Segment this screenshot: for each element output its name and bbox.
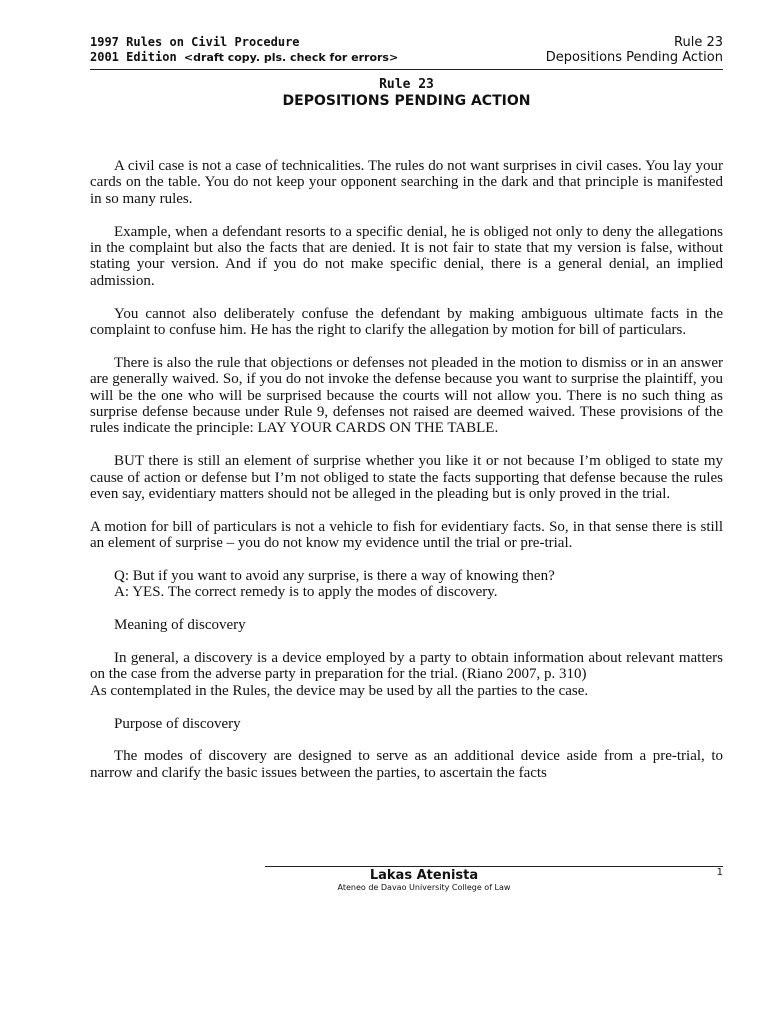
paragraph: In general, a discovery is a device employed by a party to obtain information about relevant matters on the case from the adverse party in preparation for the trial. (Riano 2007, p. 310) xyxy=(90,650,723,683)
header-right xyxy=(546,35,723,65)
section-heading: Purpose of discovery xyxy=(114,715,241,732)
header-left xyxy=(90,35,398,65)
header-book-title: 1997 Rules on Civil Procedure xyxy=(90,35,300,49)
paragraph: There is also the rule that objections or defenses not pleaded in the motion to dismiss or in an answer are generally waived. So, if you do not invoke the defense because you want to surprise the plaintiff, you will be the one who will be surprised because the courts will not allow you. There is no such thing as surprise defense because under Rule 9, defenses not raised are deemed waived. These provisions of the rules indicate the principle: LAY YOUR CARDS ON THE TABLE. xyxy=(90,354,723,437)
header-edition-label: 2001 Edition xyxy=(90,50,184,64)
paragraph: A civil case is not a case of technicalities. The rules do not want surprises in civil cases. You lay your cards on the table. You do not keep your opponent searching in the dark and that principle is manifested in so many rules. xyxy=(90,158,723,207)
header-draft-note: <draft copy. pls. check for errors> xyxy=(183,51,399,64)
header-edition xyxy=(90,50,398,65)
footer-subtitle: Ateneo de Davao University College of Law xyxy=(337,883,511,892)
header-rule-number: Rule 23 xyxy=(674,35,723,50)
paragraph: You cannot also deliberately confuse the defendant by making ambiguous ultimate facts in the complaint to confuse him. He has the right to clarify the allegation by motion for bill of particulars. xyxy=(90,305,723,339)
paragraph: BUT there is still an element of surprise whether you like it or not because I’m obliged to state my cause of action or defense but I’m not obliged to state the facts supporting that defense because the rules even say, evidentiary matters should not be alleged in the pleading but is only proved in the trial. xyxy=(90,453,723,503)
page-header xyxy=(90,35,723,70)
section-heading: Meaning of discovery xyxy=(114,617,246,634)
paragraph: A motion for bill of particulars is not a vehicle to fish for evidentiary facts. So, in that sense there is still an element of surprise – you do not know my evidence until the trial or pre-trial. xyxy=(90,518,723,552)
answer: A: YES. The correct remedy is to apply the modes of discovery. xyxy=(114,584,498,601)
rule-title-heading: DEPOSITIONS PENDING ACTION xyxy=(282,93,531,109)
paragraph: Example, when a defendant resorts to a specific denial, he is obliged not only to deny the allegations in the complaint but also the facts that are denied. It is not fair to state that my version is false, without stating your version. And if you do not make specific denial, there is a general denial, an implied admission. xyxy=(90,223,723,289)
page-footer xyxy=(265,866,723,892)
document-body xyxy=(90,158,723,798)
question: Q: But if you want to avoid any surprise, is there a way of knowing then? xyxy=(114,568,555,585)
paragraph: As contemplated in the Rules, the device may be used by all the parties to the case. xyxy=(90,682,589,699)
paragraph: The modes of discovery are designed to serve as an additional device aside from a pre-trial, to narrow and clarify the basic issues between the parties, to ascertain the facts xyxy=(90,748,723,781)
footer-title: Lakas Atenista xyxy=(369,868,479,883)
rule-number-heading: Rule 23 xyxy=(379,77,434,92)
header-rule-title: Depositions Pending Action xyxy=(545,50,723,65)
page-number: 1 xyxy=(716,867,723,878)
